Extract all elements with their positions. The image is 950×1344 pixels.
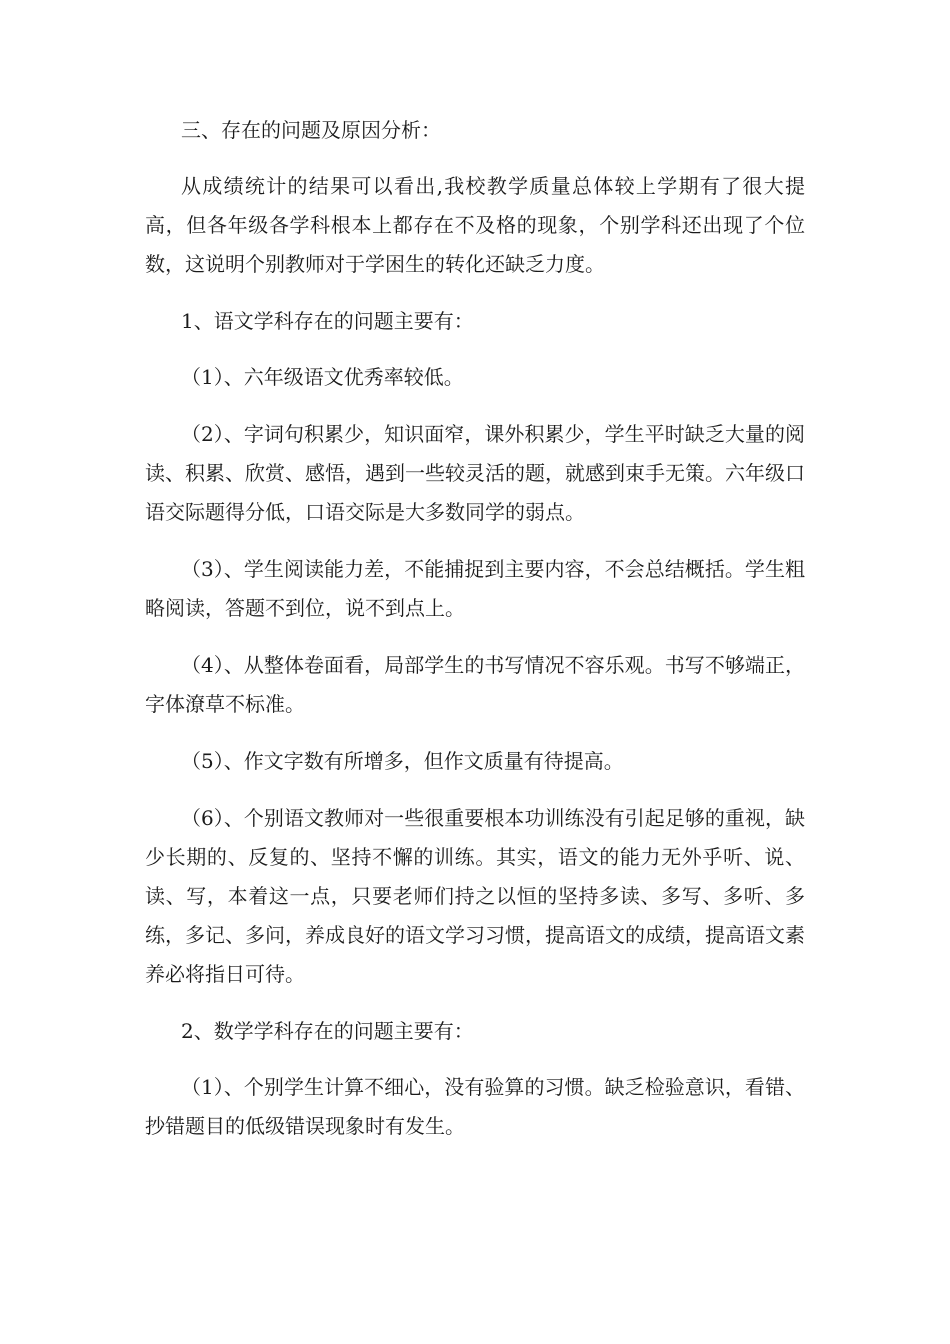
- math-issue-1: （1）、个别学生计算不细心，没有验算的习惯。缺乏检验意识，看错、抄错题目的低级错误现象时有发生。: [145, 1075, 805, 1138]
- chinese-issue-3: （3）、学生阅读能力差，不能捕捉到主要内容，不会总结概括。学生粗略阅读，答题不到位，说不到点上。: [145, 557, 805, 620]
- section-heading: 三、存在的问题及原因分析：: [181, 118, 441, 142]
- chinese-issue-2: （2）、字词句积累少，知识面窄，课外积累少，学生平时缺乏大量的阅读、积累、欣赏、感悟，遇到一些较灵活的题，就感到束手无策。六年级口语交际题得分低，口语交际是大多数同学的弱点。: [145, 422, 805, 524]
- chinese-issue-5: （5）、作文字数有所增多，但作文质量有待提高。: [181, 749, 624, 773]
- subsection-heading-chinese: 1、语文学科存在的问题主要有：: [181, 309, 474, 333]
- chinese-issue-4: （4）、从整体卷面看，局部学生的书写情况不容乐观。书写不够端正，字体潦草不标准。: [145, 653, 805, 716]
- subsection-heading-math: 2、数学学科存在的问题主要有：: [181, 1019, 474, 1043]
- paragraph-summary: 从成绩统计的结果可以看出,我校教学质量总体较上学期有了很大提高，但各年级各学科根本上都存在不及格的现象，个别学科还出现了个位数，这说明个别教师对于学困生的转化还缺乏力度。: [145, 174, 805, 276]
- chinese-issue-6: （6）、个别语文教师对一些很重要根本功训练没有引起足够的重视，缺少长期的、反复的、坚持不懈的训练。其实，语文的能力无外乎听、说、读、写，本着这一点，只要老师们持之以恒的坚持多读、多写、多听、多练，多记、多问，养成良好的语文学习习惯，提高语文的成绩，提高语文素养必将指日可待。: [145, 806, 805, 986]
- document-body: [145, 111, 805, 1164]
- chinese-issue-1: （1）、六年级语文优秀率较低。: [181, 365, 464, 389]
